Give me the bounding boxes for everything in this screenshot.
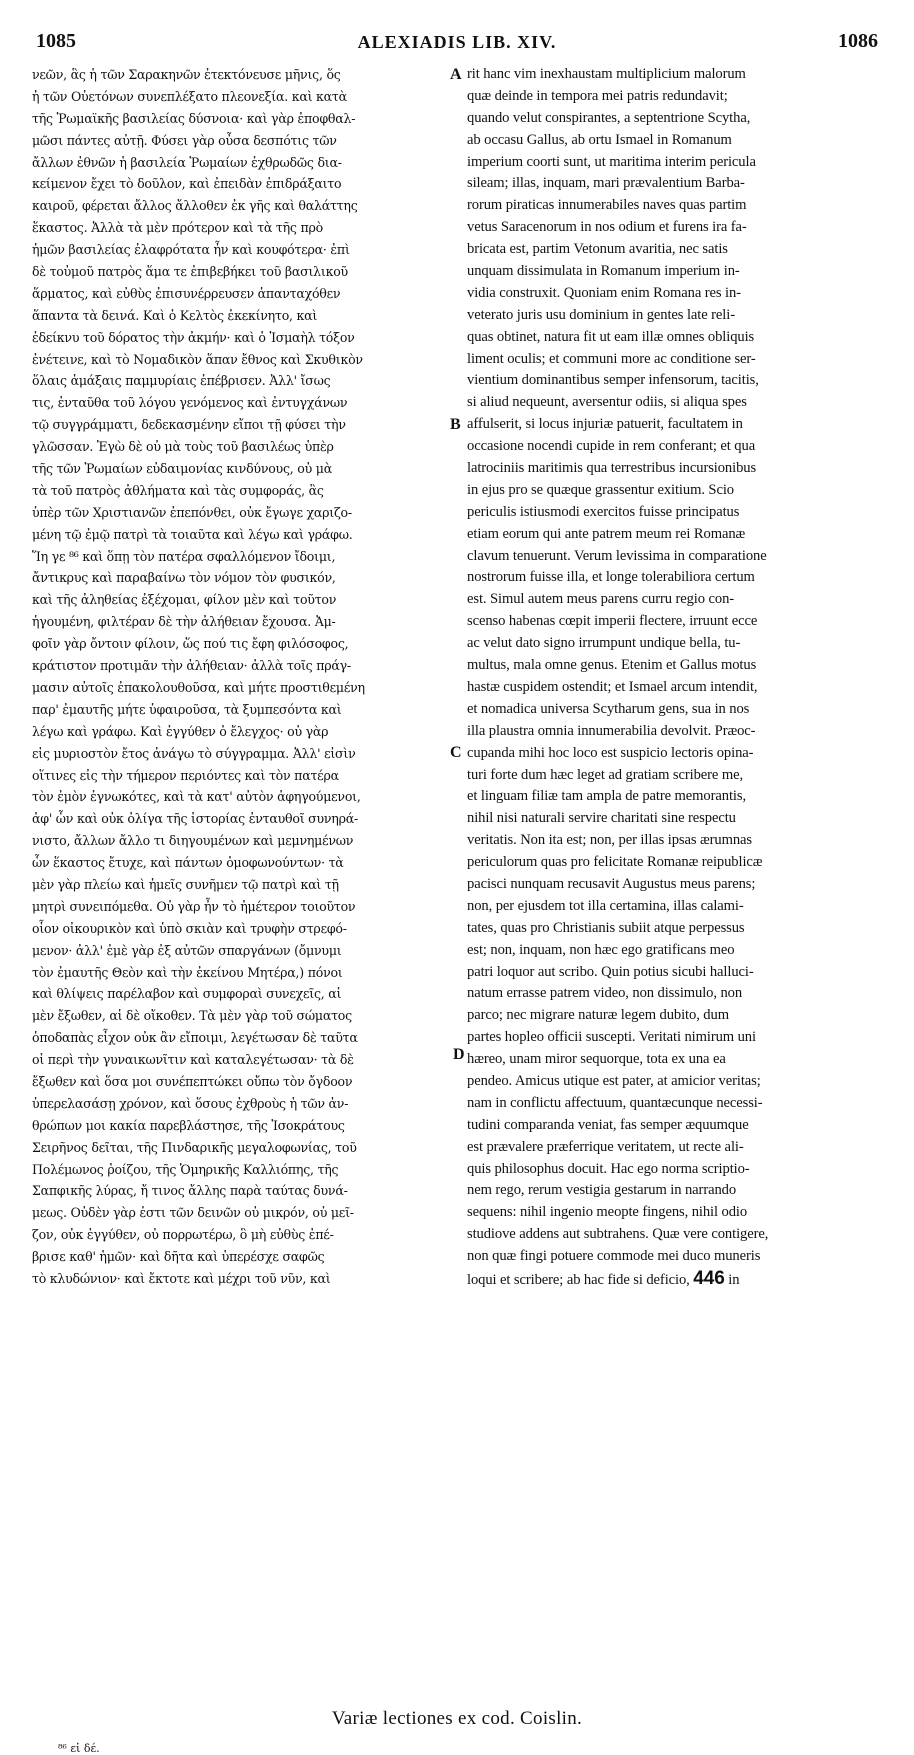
greek-text-line: οἷον οἰκουρικὸν καὶ ὑπὸ σκιὰν καὶ τρυφὴν στρεφό- — [32, 920, 347, 936]
greek-text-line: μασιν αὐτοῖς ἐπακολουθοῦσα, καὶ μήτε προστιθεμένη — [32, 679, 365, 695]
latin-text-line: nihil nisi naturali servire charitati sine respectu — [467, 810, 736, 827]
greek-text-line: κράτιστον προτιμᾶν τὴν ἀλήθειαν· ἀλλὰ τοῖς πράγ- — [32, 658, 351, 674]
latin-text-line: multus, mala omne genus. Etenim et Gallus motus — [467, 657, 757, 674]
latin-text-line: etiam eorum qui ante patrem meum rei Romanæ — [467, 525, 746, 542]
latin-text-line-body: loqui et scribere; ab hac fide si deficio, — [467, 1271, 690, 1288]
latin-text-line: veritatis. Non ita est; non, per illas ipsas ærumnas — [467, 832, 753, 849]
migne-column-number: 446 — [693, 1267, 725, 1289]
greek-text-line: ὧν ἕκαστος ἔτυχε, καὶ πάντων ὁμοφωνούντων· τὰ — [32, 855, 344, 871]
latin-text-line: non quæ fingi potuere commode mei duco muneris — [467, 1248, 761, 1265]
greek-text-line: ὑπὲρ τῶν Χριστιανῶν ἐπεπόνθει, οὐκ ἔγωγε χαριζο- — [32, 504, 352, 520]
greek-text-line: ὑπερελασάσῃ χρόνον, καὶ ὅσους ἐχθροὺς ἡ τῶν ἀν- — [32, 1095, 349, 1111]
latin-text-line: periculorum quas pro felicitate Romanæ reipublicæ — [467, 854, 763, 871]
greek-text-line: μένη τῷ ἐμῷ πατρὶ τὰ τοιαῦτα καὶ λέγω καὶ γράφω. — [32, 526, 353, 542]
latin-text-line: nostrorum fuisse illa, et longe tolerabiliora certum — [467, 569, 755, 586]
greek-text-line: καὶ θλίψεις παρέλαβον καὶ συμφοραὶ συνεχεῖς, αἱ — [32, 986, 342, 1002]
latin-text-line: veterato juris usu dominium in gentes late reli- — [467, 306, 735, 323]
greek-text-line: κείμενον ἔχει τὸ δοῦλον, καὶ ἐπειδὰν ἐπιδράξαιτο — [32, 176, 342, 192]
latin-text-line: patri loquor aut scribo. Quin potius sicubi halluci- — [467, 963, 754, 980]
latin-text-line: si aliud nequeunt, aversentur odiis, si aliqua spes — [467, 394, 747, 411]
latin-text-line: non, per ejusdem tot illa certamina, illas calami- — [467, 897, 744, 914]
greek-text-line: τὰ τοῦ πατρὸς ἀθλήματα καὶ τὰς συμφοράς, ἃς — [32, 482, 324, 498]
greek-text-line: θρώπων μοι κακία παρεβλάστησε, τῆς Ἰσοκράτους — [32, 1117, 345, 1133]
greek-text-line: ὅλαις ἁμάξαις παμμυρίαις ἐπέβρισεν. Ἀλλ' ἴσως — [32, 373, 331, 389]
greek-text-line: ἐνέτεινε, καὶ τὸ Νομαδικὸν ἅπαν ἔθνος καὶ Σκυθικὸν — [32, 351, 363, 367]
greek-text-line: οἵτινες εἰς τὴν τήμερον περιόντες καὶ τὸν πατέρα — [32, 767, 339, 783]
greek-text-line: παρ' ἐμαυτῆς μήτε ὑφαιροῦσα, τὰ ξυμπεσόντα καὶ — [32, 701, 342, 717]
latin-text-line: affulserit, si locus injuriæ patuerit, facultatem in — [467, 416, 743, 433]
latin-text-line: pendeo. Amicus utique est pater, at amicior veritas; — [467, 1072, 761, 1089]
latin-text-line: et nomadica universa Scytharum gens, sua in nos — [467, 700, 750, 717]
greek-text-line: ἀφ' ὧν καὶ οὐκ ὀλίγα τῆς ἱστορίας ἐνταυθοῖ συνηρά- — [32, 811, 359, 827]
latin-text-line: tates, quas pro Christianis subiit atque perpessus — [467, 919, 745, 936]
latin-text-line: parco; nec migrare naturæ legem dubito, dum — [467, 1007, 729, 1024]
latin-text-line: pacisci nunquam recusavit Augustus meus parens; — [467, 875, 756, 892]
greek-text-column — [32, 64, 462, 1290]
latin-text-line: sequens: nihil ingenio meopte fingens, nihil odio — [467, 1204, 748, 1221]
greek-text-line: λέγω καὶ γράφω. Καὶ ἐγγύθεν ὁ ἔλεγχος· οὐ γὰρ — [32, 723, 329, 739]
latin-text-line: sileam; illas, inquam, mari prævalentium Barba- — [467, 175, 745, 192]
running-title: ALEXIADIS LIB. XIV. — [357, 32, 557, 52]
variant-readings-heading: Variæ lectiones ex cod. Coislin. — [331, 1708, 583, 1729]
latin-text-line: latrociniis maritimis qua terrestribus incursionibus — [467, 460, 757, 477]
greek-text-line: ἅρματος, καὶ εὐθὺς ἐπισυνέρρευσεν ἁπανταχόθεν — [32, 285, 341, 301]
greek-text-line: τις, ἐνταῦθα τοῦ λόγου γενόμενος καὶ ἐντυγχάνων — [32, 395, 348, 411]
greek-text-line: μῶσι πάντες αὐτῇ. Φύσει γὰρ οὖσα δεσπότις τῶν — [32, 132, 337, 148]
latin-text-line: in ejus pro se quæque grassentur exitium. Scio — [467, 481, 734, 498]
latin-text-line: ab occasu Gallus, ab ortu Ismael in Romanum — [467, 131, 732, 148]
latin-text-line: est. Simul autem meus parens curru regio con- — [467, 591, 735, 608]
greek-text-line: τὸν ἐμαυτῆς Θεὸν καὶ τὴν ἐκείνου Μητέρα,) πόνοι — [32, 964, 343, 980]
greek-text-line: εἰς μυριοστὸν ἔτος ἀνάγω τὸ σύγγραμμα. Ἀλλ' εἰσὶν — [32, 745, 356, 761]
greek-text-line: Σαπφικῆς λύρας, ἤ τινος ἄλλης παρὰ ταύτας δυνά- — [32, 1183, 348, 1199]
latin-text-line: scenso habenas cœpit imperii flectere, irruunt ecce — [467, 613, 758, 630]
greek-text-line: ὁποδαπὰς εἶχον οὐκ ἂν εἴποιμι, λεγέτωσαν δὲ ταῦτα — [32, 1030, 358, 1046]
greek-text-line: τῆς τῶν Ῥωμαίων εὐδαιμονίας κινδύνους, οὐ μὰ — [32, 461, 332, 477]
greek-text-line: φοῖν γὰρ ὄντοιν φίλοιν, ὥς πού τις ἔφη φιλόσοφος, — [32, 636, 349, 652]
greek-text-line: τῷ συγγράμματι, δεδεκασμένην εἴποι τῇ φύσει τὴν — [32, 417, 346, 433]
latin-text-line: quas obtinet, natura fit ut eam illæ omnes obliquis — [467, 328, 755, 345]
greek-text-line: βρισε καθ' ἡμῶν· καὶ δῆτα καὶ ὑπερέσχε σαφῶς — [32, 1249, 325, 1265]
greek-text-line: ἅπαντα τὰ δεινά. Καὶ ὁ Κελτὸς ἐκεκίνητο, καὶ — [32, 307, 318, 323]
greek-text-line: Σειρῆνος δεῖται, τῆς Πινδαρικῆς μεγαλοφωνίας, τοῦ — [32, 1139, 357, 1155]
latin-text-line: vetus Saracenorum in nos odium et furens ira fa- — [467, 219, 747, 236]
latin-text-line: turi forte dum hæc leget ad gratiam scribere me, — [467, 766, 744, 783]
greek-text-line: τὸ κλυδώνιον· καὶ ἔκτοτε καὶ μέχρι τοῦ νῦν, καὶ — [32, 1270, 331, 1286]
greek-text-line: τὸν ἐμὸν ἐγνωκότες, καὶ τὰ κατ' αὐτὸν ἀφηγούμενοι, — [32, 789, 361, 805]
latin-text-line: clavum tenuerunt. Verum levissima in comparatione — [467, 547, 767, 564]
greek-text-line: δὲ τοὐμοῦ πατρὸς ἅμα τε ἐπιβεβήκει τοῦ βασιλικοῦ — [32, 264, 348, 280]
latin-text-line: quando velut conspirantes, a septentrione Scytha, — [467, 109, 751, 126]
section-marker-a: A — [450, 66, 462, 83]
latin-text-line: occasione nocendi cupide in rem conferant; et qua — [467, 438, 756, 455]
greek-text-line: ἐδείκνυ τοῦ δόρατος τὴν ἀκμήν· καὶ ὁ Ἰσμαὴλ τόξον — [32, 329, 355, 345]
latin-text-line: hæreo, unam miror sequorque, tota ex una ea — [467, 1051, 726, 1068]
latin-text-line — [467, 1268, 879, 1290]
latin-text-line: cupanda mihi hoc loco est suspicio lectoris opina- — [467, 744, 754, 761]
running-header — [36, 30, 878, 58]
latin-text-line: quæ deinde in tempora mei patris redundavit; — [467, 87, 728, 104]
greek-text-line: Πολέμωνος ῥοίζου, τῆς Ὁμηρικῆς Καλλιόπης, τῆς — [32, 1161, 339, 1177]
greek-text-line: ἄλλων ἐθνῶν ἡ βασιλεία Ῥωμαίων ἐχθρωδῶς δια- — [32, 154, 342, 170]
greek-text-line: οἱ περὶ τὴν γυναικωνῖτιν καὶ καταλεγέτωσαν· τὰ δὲ — [32, 1052, 354, 1068]
latin-text-line: ac velut dato signo irrumpunt undique bella, tu- — [467, 635, 741, 652]
greek-text-line: ἡγουμένη, φιλτέραν δὲ τὴν ἀλήθειαν ἔχουσα. Ἀμ- — [32, 614, 336, 630]
line-tail: in — [728, 1271, 740, 1288]
latin-text-line: rit hanc vim inexhaustam multiplicium malorum — [467, 66, 746, 82]
greek-text-line: νιστο, ἄλλων ἄλλο τι διηγουμένων καὶ μεμνημένων — [32, 833, 354, 849]
section-marker-d: D — [453, 1046, 465, 1063]
greek-text-line: ζον, οὐκ ἐγγύθεν, οὐ πορρωτέρω, ὃ μὴ εὐθὺς ἐπέ- — [32, 1227, 334, 1243]
latin-text-line: unquam dissimulata in Romanum imperium in- — [467, 263, 740, 280]
latin-text-line: vidia construxit. Quoniam enim Romana res in- — [467, 284, 741, 301]
greek-text-line: καὶ τῆς ἀληθείας ἐξέχομαι, φίλον μὲν καὶ τοῦτον — [32, 592, 337, 608]
greek-text-line: καιροῦ, φέρεται ἄλλος ἄλλοθεν ἐκ γῆς καὶ θαλάττης — [32, 198, 358, 214]
greek-text-line: ἔξωθεν καὶ ὅσα μοι συνέπεπτώκει οὔπω τὸν ὄγδοον — [32, 1073, 353, 1089]
footnote: ⁸⁶ εἰ δέ. — [58, 1742, 100, 1755]
greek-text-line: μητρὶ συνειπόμεθα. Οὐ γὰρ ἦν τὸ ἡμέτερον τοιοῦτον — [32, 898, 356, 914]
greek-text-line: τῆς Ῥωμαϊκῆς βασιλείας δύσνοια· καὶ γὰρ ἐποφθαλ- — [32, 110, 356, 126]
greek-text-line: μεως. Οὐδὲν γὰρ ἐστι τῶν δεινῶν οὐ μικρόν, οὐ μεῖ- — [32, 1205, 354, 1221]
latin-text-line: partes hopleo officii suscepti. Veritati nimirum uni — [467, 1029, 756, 1046]
greek-text-line: ἡμῶν βασιλείας ἐλαφρότατα ἦν καὶ κουφότερα· ἐπὶ — [32, 242, 350, 258]
latin-text-line: illa plaustra omnia innumerabilia devolvit. Præoc- — [467, 722, 756, 739]
latin-text-line: rorum piraticas innumerabiles naves quas partim — [467, 197, 747, 214]
greek-text-line: Ἵη γε ⁸⁶ καὶ ὅπῃ τὸν πατέρα σφαλλόμενον ἴδοιμι, — [32, 548, 336, 564]
greek-text-line: ἕκαστος. Ἀλλὰ τὰ μὲν πρότερον καὶ τὰ τῆς πρὸ — [32, 220, 324, 236]
latin-text-line: imperium coorti sunt, ut maritima interim pericula — [467, 153, 756, 170]
greek-text-line: μὲν ἔξωθεν, αἱ δὲ οἴκοθεν. Τὰ μὲν γὰρ τοῦ σώματος — [32, 1008, 352, 1024]
latin-text-line: est; non, inquam, non hæc ego gratificans meo — [467, 941, 735, 958]
latin-text-line: quis philosophus docuit. Hac ego norma scriptio- — [467, 1160, 750, 1177]
latin-text-line: natum errasse patrem video, non dissimulo, non — [467, 985, 743, 1002]
latin-text-line: studiove addens aut subtrahens. Quæ vere contigere, — [467, 1226, 769, 1243]
greek-text-line: μὲν γὰρ πλείω καὶ ἡμεῖς συνῆμεν τῷ πατρὶ καὶ τῇ — [32, 876, 339, 892]
latin-text-line: nem rego, rerum vestigia gestarum in narrando — [467, 1182, 737, 1199]
latin-text-column — [467, 64, 879, 1290]
latin-text-line: hastæ cuspidem ostendit; et Ismael arcum intendit, — [467, 678, 758, 695]
latin-text-line: tudini comparanda veniat, fas semper æquumque — [467, 1116, 749, 1133]
greek-text-line: νεῶν, ἃς ἡ τῶν Σαρακηνῶν ἐτεκτόνευσε μῆνις, ὅς — [32, 67, 341, 82]
latin-text-line: vientium dominantibus semper infensorum, tacitis, — [467, 372, 759, 389]
greek-text-line: γλῶσσαν. Ἐγὼ δὲ οὐ μὰ τοὺς τοῦ βασιλέως ὑπὲρ — [32, 439, 334, 455]
greek-text-line: ἡ τῶν Οὐετόνων συνεπλέξατο πλεονεξία. καὶ κατὰ — [32, 88, 347, 104]
greek-text-line: ἄντικρυς καὶ παραβαίνω τὸν νόμον τὸν φυσικόν, — [32, 570, 336, 586]
section-marker-b: B — [450, 416, 461, 433]
latin-text-line: bricata est, partim Vetonum avaritia, nec satis — [467, 241, 728, 258]
latin-text-line: est prævalere præferrique veritatem, ut recte ali- — [467, 1138, 744, 1155]
latin-text-line: liment oculis; et communi more ac conditione ser- — [467, 350, 756, 367]
greek-text-line: μενον· ἀλλ' ἐμὲ γὰρ ἐξ αὐτῶν σπαργάνων (ὄμνυμι — [32, 942, 342, 958]
latin-text-line: nam in conflictu affectuum, quantæcunque necessi- — [467, 1094, 763, 1111]
section-marker-c: C — [450, 744, 462, 761]
latin-text-line: et linguam filiæ tam ampla de patre memorantis, — [467, 788, 746, 805]
page-number-right: 1086 — [838, 30, 878, 52]
page-number-left: 1085 — [36, 30, 76, 52]
latin-text-line: periculis istiusmodi exercitos fuisse principatus — [467, 503, 740, 520]
